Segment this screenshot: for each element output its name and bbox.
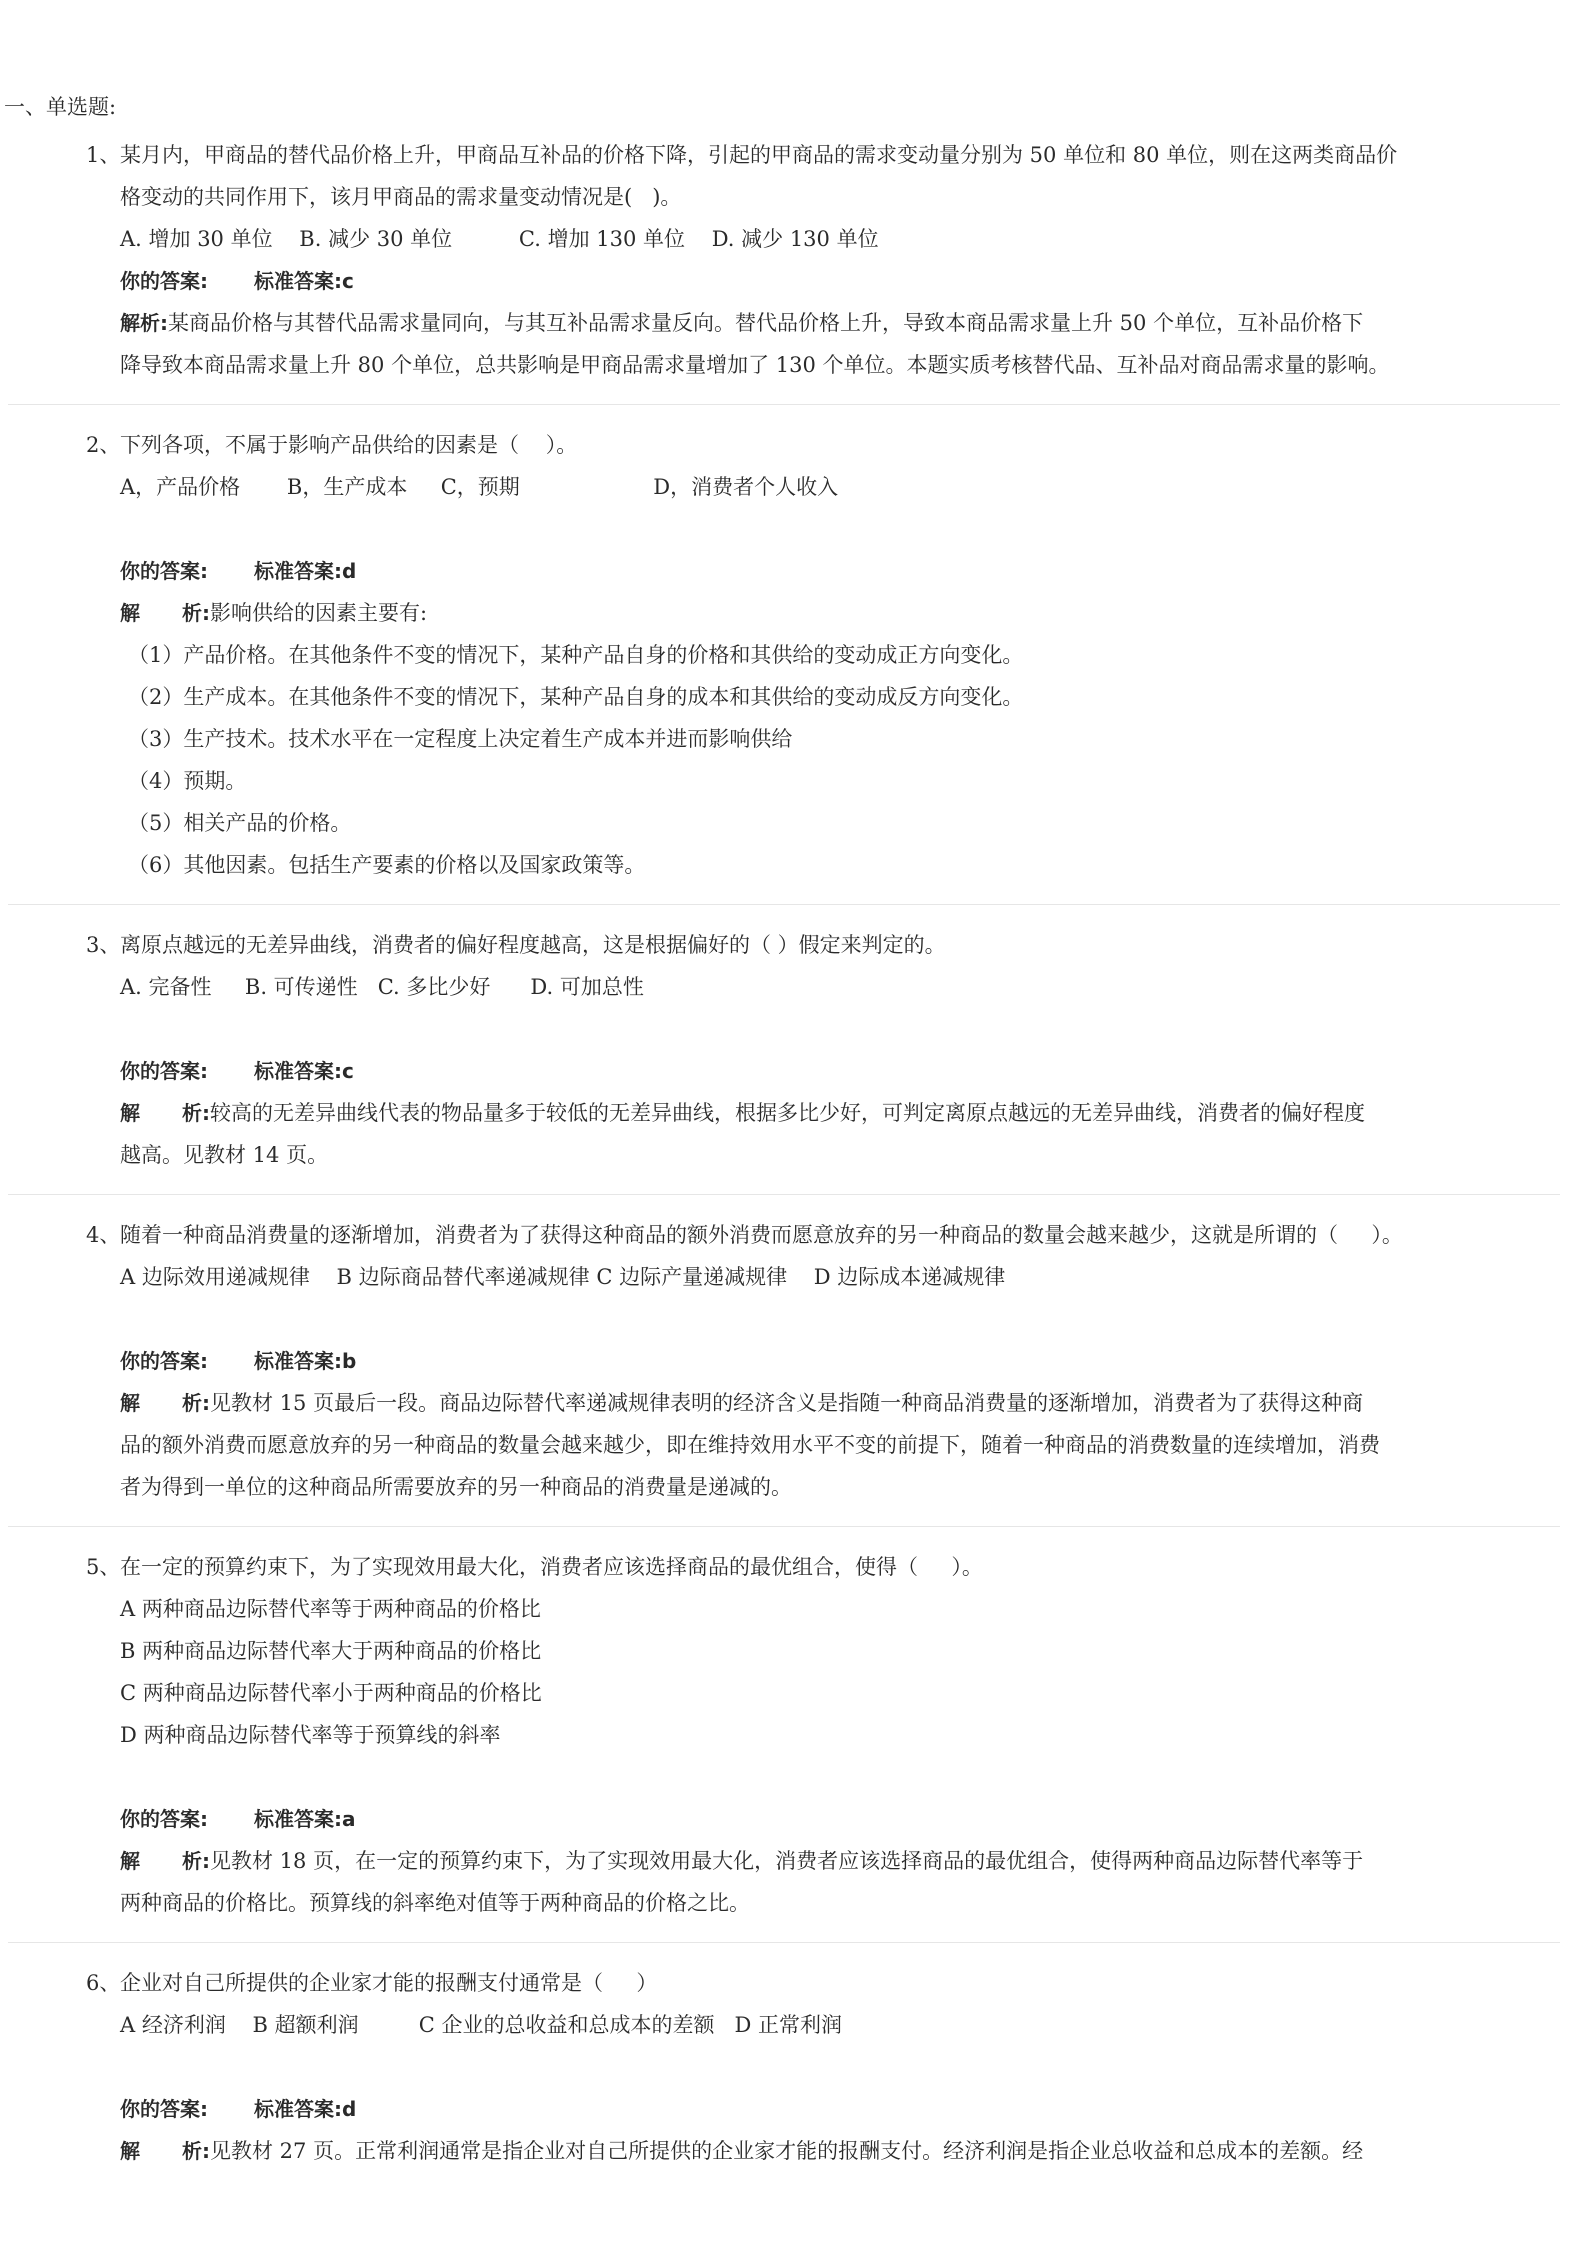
question-stem-line: 在一定的预算约束下，为了实现效用最大化，消费者应该选择商品的最优组合，使得（ ）。 [120, 1555, 983, 1579]
answer-line [120, 260, 354, 302]
analysis-line: 者为得到一单位的这种商品所需要放弃的另一种商品的消费量是递减的。 [120, 1475, 792, 1499]
question-divider [8, 404, 1560, 405]
question-divider [8, 1194, 1560, 1195]
standard-answer-label: 标准答案: [254, 1349, 342, 1373]
answer-line [120, 2088, 356, 2130]
question-divider [8, 904, 1560, 905]
options-line: A. 增加 30 单位 B. 减少 30 单位 C. 增加 130 单位 D. 减少 130 单位 [120, 227, 879, 251]
options-line: A. 完备性 B. 可传递性 C. 多比少好 D. 可加总性 [120, 975, 644, 999]
analysis-line [120, 1092, 1565, 1134]
analysis-label-b: 析: [182, 601, 210, 625]
your-answer-label: 你的答案: [120, 1807, 208, 1831]
analysis-text: 见教材 27 页。正常利润通常是指企业对自己所提供的企业家才能的报酬支付。经济利润是指企业总收益和总成本的差额。经 [210, 2139, 1364, 2163]
standard-answer-value: d [342, 559, 357, 583]
options-line: A，产品价格 B，生产成本 C，预期 D，消费者个人收入 [120, 475, 839, 499]
analysis-text: 见教材 18 页，在一定的预算约束下，为了实现效用最大化，消费者应该选择商品的最优组合，使得两种商品边际替代率等于 [210, 1849, 1364, 1873]
option-c: C 两种商品边际替代率小于两种商品的价格比 [120, 1681, 542, 1705]
your-answer-label: 你的答案: [120, 559, 208, 583]
question-stem-line: 离原点越远的无差异曲线，消费者的偏好程度越高，这是根据偏好的（ ）假定来判定的。 [120, 933, 946, 957]
question-number: 2、 [86, 433, 121, 457]
analysis-label-a: 解 [120, 2139, 140, 2163]
analysis-text: 较高的无差异曲线代表的物品量多于较低的无差异曲线，根据多比少好，可判定离原点越远的无差异曲线，消费者的偏好程度 [210, 1101, 1365, 1125]
question-divider [8, 1942, 1560, 1943]
your-answer-label: 你的答案: [120, 1059, 208, 1083]
analysis-line: 降导致本商品需求量上升 80 个单位，总共影响是甲商品需求量增加了 130 个单位。本题实质考核替代品、互补品对商品需求量的影响。 [120, 353, 1390, 377]
analysis-text: 影响供给的因素主要有: [210, 601, 428, 625]
question-number: 3、 [86, 933, 121, 957]
standard-answer-value: c [342, 269, 354, 293]
standard-answer-value: a [342, 1807, 356, 1831]
question-stem-line: 企业对自己所提供的企业家才能的报酬支付通常是（ ） [120, 1971, 658, 1995]
analysis-list-item: （4）预期。 [128, 769, 247, 793]
question-stem-line: 随着一种商品消费量的逐渐增加，消费者为了获得这种商品的额外消费而愿意放弃的另一种商品的数量会越来越少，这就是所谓的（ ）。 [120, 1223, 1403, 1247]
standard-answer-label: 标准答案: [254, 1059, 342, 1083]
your-answer-label: 你的答案: [120, 1349, 208, 1373]
analysis-text: 见教材 15 页最后一段。商品边际替代率递减规律表明的经济含义是指随一种商品消费量的逐渐增加，消费者为了获得这种商 [210, 1391, 1364, 1415]
analysis-label-a: 解 [120, 1849, 140, 1873]
analysis-line: 越高。见教材 14 页。 [120, 1143, 329, 1167]
answer-line [120, 1798, 356, 1840]
analysis-label-b: 析: [182, 1391, 210, 1415]
your-answer-label: 你的答案: [120, 2097, 208, 2121]
option-b: B 两种商品边际替代率大于两种商品的价格比 [120, 1639, 542, 1663]
question-number: 4、 [86, 1223, 121, 1247]
standard-answer-value: b [342, 1349, 357, 1373]
analysis-label-b: 析: [182, 1101, 210, 1125]
analysis-list-item: （2）生产成本。在其他条件不变的情况下，某种产品自身的成本和其供给的变动成反方向变化。 [128, 685, 1024, 709]
question-stem-line: 某月内，甲商品的替代品价格上升，甲商品互补品的价格下降，引起的甲商品的需求变动量分别为 50 单位和 80 单位，则在这两类商品价 [120, 143, 1398, 167]
option-a: A 两种商品边际替代率等于两种商品的价格比 [120, 1597, 541, 1621]
answer-line [120, 1340, 356, 1382]
analysis-label-a: 解 [120, 1391, 140, 1415]
analysis-list-item: （6）其他因素。包括生产要素的价格以及国家政策等。 [128, 853, 646, 877]
question-divider [8, 1526, 1560, 1527]
analysis-list-item: （1）产品价格。在其他条件不变的情况下，某种产品自身的价格和其供给的变动成正方向变化。 [128, 643, 1024, 667]
answer-line [120, 550, 356, 592]
analysis-line: 两种商品的价格比。预算线的斜率绝对值等于两种商品的价格之比。 [120, 1891, 750, 1915]
question-number: 6、 [86, 1971, 121, 1995]
answer-line [120, 1050, 354, 1092]
analysis-label-a: 解 [120, 1101, 140, 1125]
analysis-line [120, 1382, 1565, 1424]
question-number: 5、 [86, 1555, 121, 1579]
analysis-list-item: （3）生产技术。技术水平在一定程度上决定着生产成本并进而影响供给 [128, 727, 793, 751]
standard-answer-label: 标准答案: [254, 1807, 342, 1831]
analysis-label: 解析: [120, 311, 168, 335]
analysis-line [120, 302, 1565, 344]
analysis-label-b: 析: [182, 2139, 210, 2163]
analysis-label-b: 析: [182, 1849, 210, 1873]
analysis-line [120, 1840, 1565, 1882]
standard-answer-value: d [342, 2097, 357, 2121]
question-stem-line: 格变动的共同作用下，该月甲商品的需求量变动情况是( )。 [120, 185, 682, 209]
question-stem-line: 下列各项，不属于影响产品供给的因素是（ ）。 [120, 433, 578, 457]
options-line: A 边际效用递减规律 B 边际商品替代率递减规律 C 边际产量递减规律 D 边际成本递减规律 [120, 1265, 1006, 1289]
standard-answer-value: c [342, 1059, 354, 1083]
analysis-label-a: 解 [120, 601, 140, 625]
standard-answer-label: 标准答案: [254, 269, 342, 293]
section-title: 一、单选题: [4, 95, 117, 119]
analysis-text: 某商品价格与其替代品需求量同向，与其互补品需求量反向。替代品价格上升，导致本商品需求量上升 50 个单位，互补品价格下 [168, 311, 1364, 335]
analysis-list-item: （5）相关产品的价格。 [128, 811, 352, 835]
analysis-line [120, 2130, 1565, 2172]
question-number: 1、 [86, 143, 121, 167]
standard-answer-label: 标准答案: [254, 2097, 342, 2121]
your-answer-label: 你的答案: [120, 269, 208, 293]
analysis-line [120, 592, 1565, 634]
analysis-line: 品的额外消费而愿意放弃的另一种商品的数量会越来越少，即在维持效用水平不变的前提下，随着一种商品的消费数量的连续增加，消费 [120, 1433, 1380, 1457]
standard-answer-label: 标准答案: [254, 559, 342, 583]
option-d: D 两种商品边际替代率等于预算线的斜率 [120, 1723, 501, 1747]
options-line: A 经济利润 B 超额利润 C 企业的总收益和总成本的差额 D 正常利润 [120, 2013, 843, 2037]
